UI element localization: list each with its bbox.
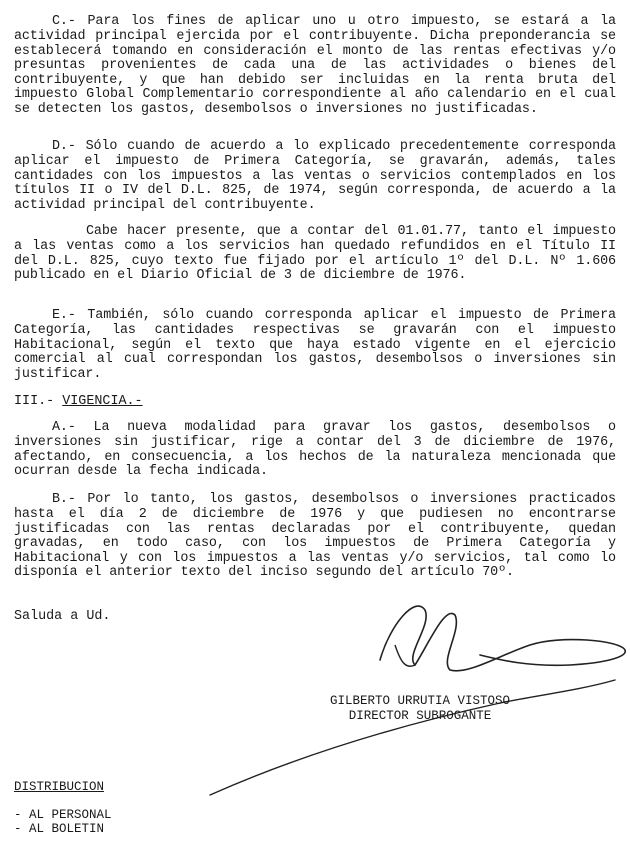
- distribution-item: - AL BOLETIN: [14, 822, 105, 836]
- section-title: VIGENCIA.-: [62, 394, 143, 409]
- paragraph-a: A.- La nueva modalidad para gravar los gastos, desembolsos o inversiones sin justificar, rige a contar del 3 de diciembre de 1976, afectando, en consecuencia, a los hechos de la naturaleza mencionada que ocurran desde la fecha indicada.: [14, 420, 616, 480]
- distribution-title: DISTRIBUCION: [14, 780, 105, 794]
- section-number: III.-: [14, 394, 55, 409]
- signer-name: GILBERTO URRUTIA VISTOSO: [329, 694, 511, 708]
- closing-salutation: Saluda a Ud.: [14, 609, 111, 624]
- paragraph-e: E.- También, sólo cuando corresponda aplicar el impuesto de Primera Categoría, las cantidades respectivas se gravarán con el impuesto Habitacional, según el texto que haya estado vigente en el ejercicio comercial al cual correspondan los gastos, desembolsos o inversiones sin justificar.: [14, 308, 616, 382]
- handwritten-signature: [200, 585, 630, 800]
- distribution-item: - AL PERSONAL: [14, 808, 112, 822]
- paragraph-c: C.- Para los fines de aplicar uno u otro impuesto, se estará a la actividad principal ejercida por el contribuyente. Dicha preponderancia se establecerá tomando en consideración el monto de las rentas efectivas y/o presuntas provenientes de cada una de las actividades o bienes del contribuyente, y que han debido ser incluidas en la renta bruta del impuesto Global Complementario correspondiente al año calendario en el cual se detecten los gastos, desembolsos o inversiones no justificadas.: [14, 14, 616, 117]
- paragraph-cabe: Cabe hacer presente, que a contar del 01.01.77, tanto el impuesto a las ventas como a los servicios han quedado refundidos en el Título II del D.L. 825, cuyo texto fue fijado por el artículo 1º del D.L. Nº 1.606 publicado en el Diario Oficial de 3 de diciembre de 1976.: [14, 224, 616, 284]
- section-heading: [14, 394, 143, 409]
- signature-block: [305, 694, 535, 724]
- paragraph-b: B.- Por lo tanto, los gastos, desembolsos o inversiones practicados hasta el día 2 de diciembre de 1976 y que pudiesen no encontrarse justificadas con las rentas declaradas por el contribuyente, quedan gravadas, en todo caso, con los impuestos de Primera Categoría y Habitacional y con los impuestos a las ventas y/o servicios, tal como lo disponía el anterior texto del inciso segundo del artículo 70º.: [14, 492, 616, 581]
- paragraph-d: D.- Sólo cuando de acuerdo a lo explicado precedentemente corresponda aplicar el impuesto de Primera Categoría, se gravarán, además, tales cantidades con los impuestos a las ventas o servicios contemplados en los títulos II o IV del D.L. 825, de 1974, según corresponda, de acuerdo a la actividad principal del contribuyente.: [14, 139, 616, 213]
- signer-title: DIRECTOR SUBROGANTE: [348, 709, 492, 723]
